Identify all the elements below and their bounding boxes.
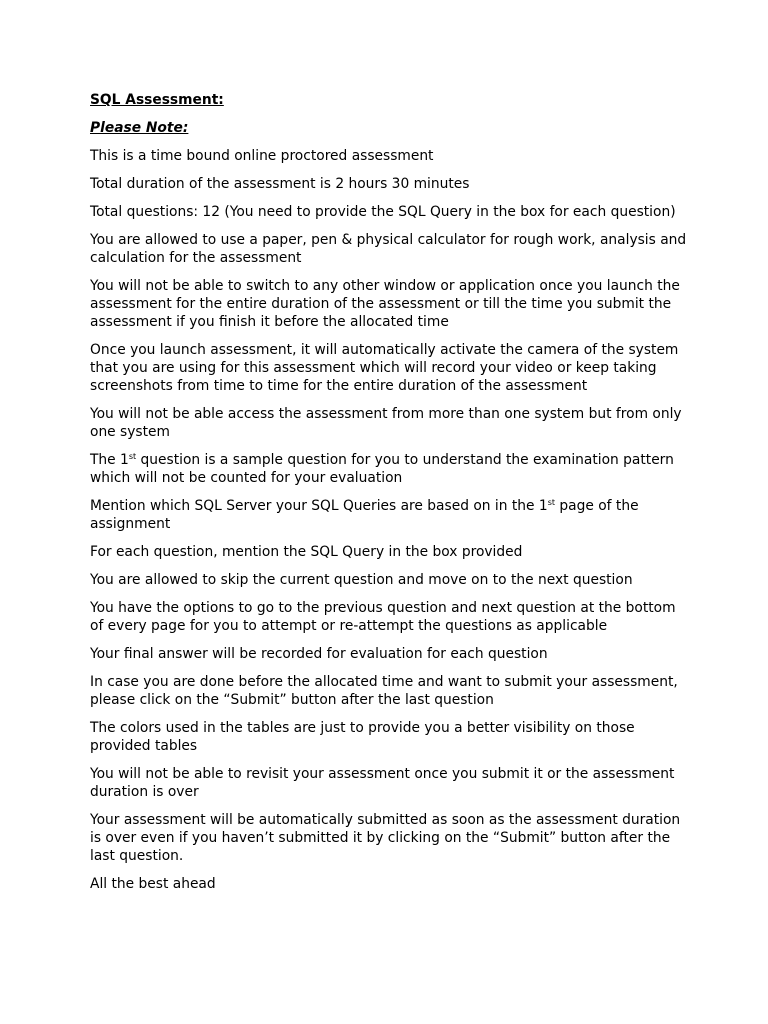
- sample-question-text-start: The 1: [90, 452, 129, 468]
- paragraph-one-system: You will not be able access the assessment from more than one system but from only one system: [90, 406, 682, 440]
- paragraph-camera: Once you launch assessment, it will automatically activate the camera of the system that you are using for this assessment which will record your video or keep taking screenshots from time to time for the entire duration of the assessment: [90, 342, 679, 394]
- paragraph-total-questions: Total questions: 12 (You need to provide the SQL Query in the box for each question): [90, 204, 676, 220]
- sample-question-ordinal: st: [128, 452, 137, 461]
- mention-server-ordinal: st: [547, 498, 555, 507]
- paragraph-early-submit: In case you are done before the allocated time and want to submit your assessment, please click on the “Submit” button after the last question: [90, 674, 678, 708]
- note-label: Please Note:: [90, 120, 189, 136]
- paragraph-proctored: This is a time bound online proctored assessment: [90, 148, 434, 164]
- sample-question-text-end: question is a sample question for you to understand the examination pattern which will not be counted for your evaluation: [90, 452, 674, 486]
- paragraph-skip: You are allowed to skip the current question and move on to the next question: [90, 572, 633, 588]
- paragraph-no-revisit: You will not be able to revisit your assessment once you submit it or the assessment duration is over: [90, 766, 675, 800]
- paragraph-mention-server: [90, 497, 690, 533]
- paragraph-auto-submit: Your assessment will be automatically submitted as soon as the assessment duration is over even if you haven’t submitted it by clicking on the “Submit” button after the last question.: [90, 812, 681, 864]
- paragraph-closing: All the best ahead: [90, 876, 216, 892]
- document-page: [90, 91, 690, 903]
- paragraph-allowed-materials: You are allowed to use a paper, pen & physical calculator for rough work, analysis and calculation for the assessment: [90, 232, 687, 266]
- paragraph-final-answer: Your final answer will be recorded for evaluation for each question: [90, 646, 548, 662]
- paragraph-duration: Total duration of the assessment is 2 hours 30 minutes: [90, 176, 470, 192]
- paragraph-colors: The colors used in the tables are just to provide you a better visibility on those provided tables: [90, 720, 635, 754]
- paragraph-no-switching: You will not be able to switch to any other window or application once you launch the assessment for the entire duration of the assessment or till the time you submit the assessment if you finish it before the allocated time: [90, 278, 680, 330]
- paragraph-navigation: You have the options to go to the previous question and next question at the bottom of every page for you to attempt or re-attempt the questions as applicable: [90, 600, 676, 634]
- mention-server-text-start: Mention which SQL Server your SQL Queries are based on in the 1: [90, 498, 548, 514]
- page-title: SQL Assessment:: [90, 92, 224, 108]
- mention-server-text-end: page of the assignment: [90, 498, 639, 532]
- paragraph-query-box: For each question, mention the SQL Query in the box provided: [90, 544, 523, 560]
- paragraph-sample-question: [90, 451, 690, 487]
